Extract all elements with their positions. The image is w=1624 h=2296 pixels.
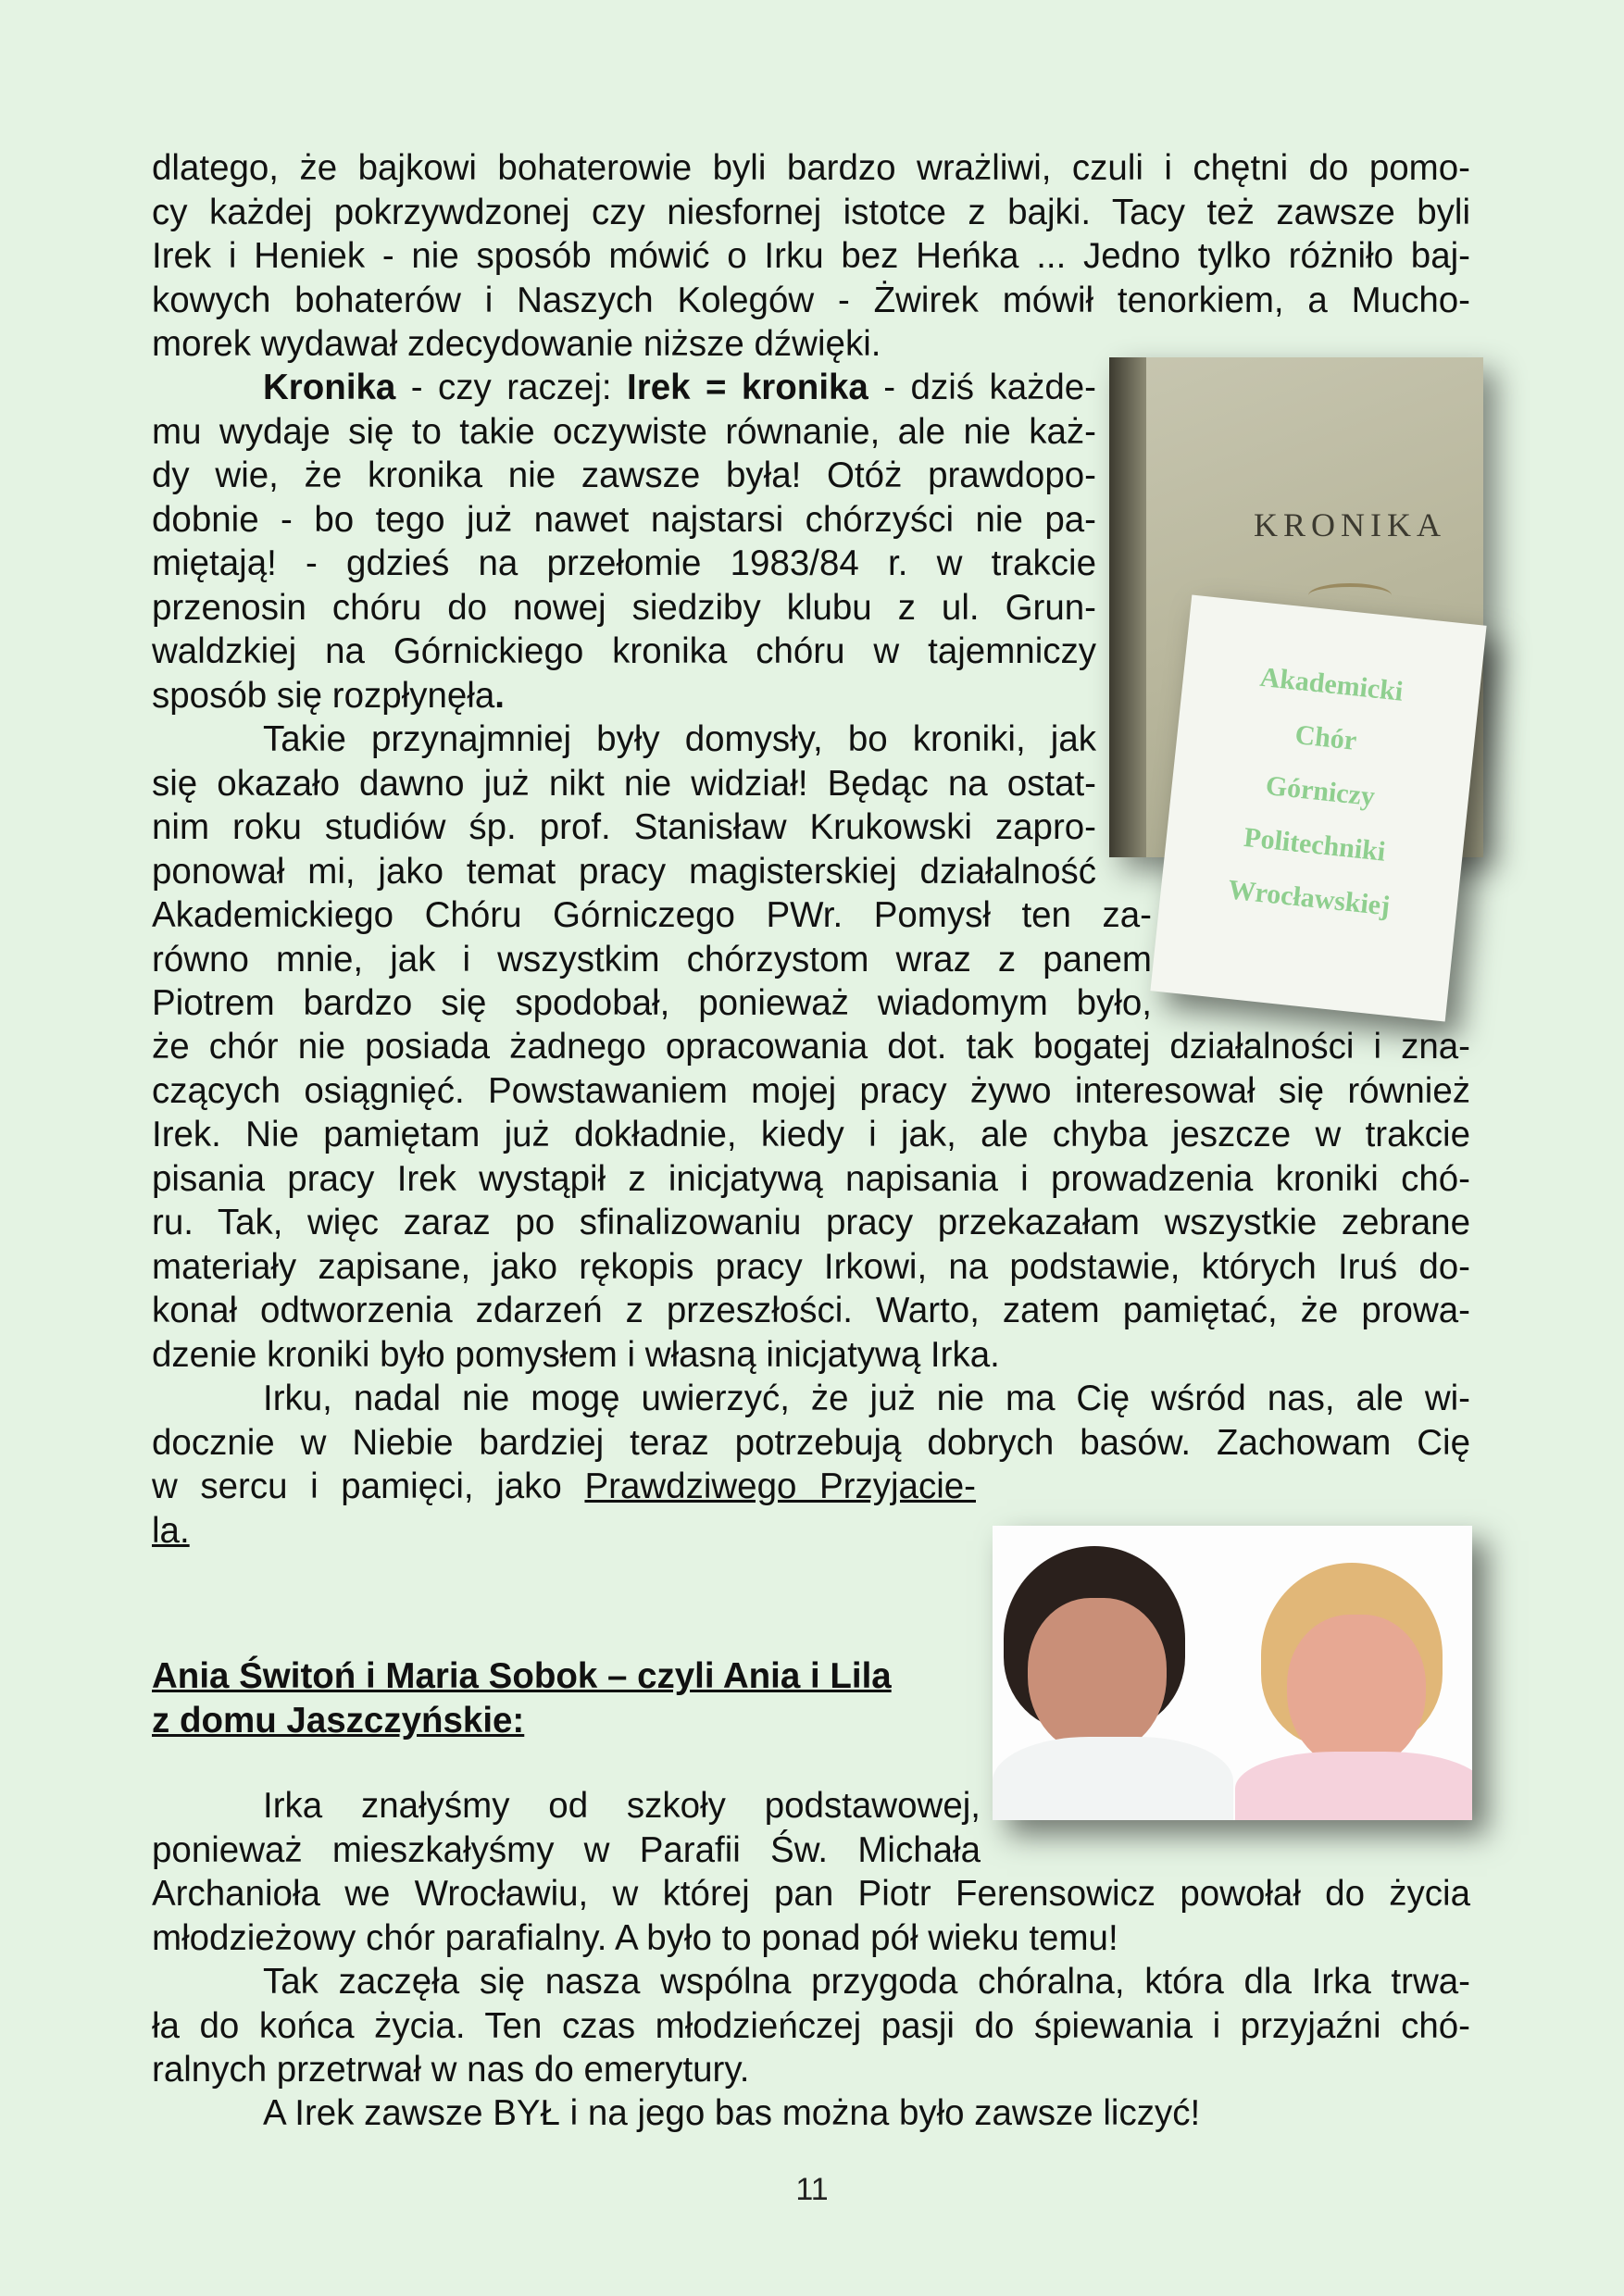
heading-line: z domu Jaszczyńskie: [152, 1700, 525, 1741]
text-line: młodzieżowy chór parafialny. A było to ponad pół wieku temu! [152, 1917, 1118, 1958]
card-line: Politechniki [1242, 821, 1387, 867]
text-line: się okazało dawno już nikt nie widział! Będąc na ostat- [152, 763, 1096, 804]
card-line: Wrocławskiej [1226, 874, 1392, 922]
paragraph-intro [152, 146, 1470, 367]
text-fragment: . [494, 675, 505, 716]
section-heading [152, 1654, 985, 1742]
text-line: nim roku studiów śp. prof. Stanisław Krukowski zapro- [152, 807, 1096, 847]
text-fragment: w sercu i pamięci, jako [152, 1466, 585, 1506]
text-line: dobnie - bo tego już nawet najstarsi chórzyści nie pa- [152, 499, 1096, 540]
text-line: miętają! - gdzieś na przełomie 1983/84 r. w trakcie [152, 543, 1096, 583]
text-line: ponieważ mieszkałyśmy w Parafii Św. Michała [152, 1829, 981, 1870]
text-line: czących osiągnięć. Powstawaniem mojej pracy żywo interesował się również [152, 1070, 1470, 1111]
person-right-body [1235, 1752, 1472, 1820]
person-left-face [1028, 1598, 1167, 1755]
text-line: że chór nie posiada żadnego opracowania dot. tak bogatej działalności i zna- [152, 1027, 1470, 1067]
text-line [152, 1465, 976, 1509]
paragraph-irku [152, 1377, 1470, 1465]
text-fragment: sposób się rozpłynęła [152, 675, 495, 716]
paragraph-takie-cont [152, 893, 1152, 1026]
text-line: Akademickiego Chóru Górniczego PWr. Pomysł ten za- [152, 895, 1152, 935]
text-line: kowych bohaterów i Naszych Kolegów - Żwirek mówił tenorkiem, a Mucho- [152, 280, 1470, 320]
text-line: Irek. Nie pamiętam już dokładnie, kiedy i jak, ale chyba jeszcze w trakcie [152, 1115, 1470, 1154]
underlined-phrase: Prawdziwego Przyjacie- [584, 1466, 976, 1506]
text-line: Tak zaczęła się nasza wspólna przygoda chóralna, która dla Irka trwa- [263, 1962, 1470, 2002]
paragraph-irku-cont [152, 1465, 976, 1553]
book-spine [1109, 357, 1146, 857]
underlined-phrase: la. [152, 1510, 190, 1551]
text-line: cy każdej pokrzywdzonej czy niesfornej istotce z bajki. Tacy też zawsze byli [152, 192, 1470, 232]
text-line: dlatego, że bajkowi bohaterowie byli bardzo wrażliwi, czuli i chętni do pomo- [152, 148, 1470, 188]
text-line [152, 366, 1096, 410]
text-line: ru. Tak, więc zaraz po sfinalizowaniu pracy przekazałam wszystkie zebrane [152, 1203, 1470, 1242]
person-left-body [993, 1737, 1233, 1820]
text-line [152, 1509, 976, 1554]
text-line: pisania pracy Irek wystąpił z inicjatywą napisania i prowadzenia kroniki chó- [152, 1158, 1470, 1199]
text-line: materiały zapisane, jako rękopis pracy Irkowi, na podstawie, których Iruś do- [152, 1246, 1470, 1287]
text-line: konał odtworzenia zdarzeń z przeszłości. Warto, zatem pamiętać, że prowa- [152, 1291, 1470, 1330]
text-line: Piotrem bardzo się spodobał, ponieważ wiadomym było, [152, 983, 1152, 1023]
paragraph-takie-full [152, 1025, 1470, 1377]
text-line: Irka znałyśmy od szkoły podstawowej, [263, 1786, 981, 1826]
text-fragment: - czy raczej: [395, 368, 628, 407]
paragraph-kronika [152, 366, 1096, 718]
text-line: przenosin chóru do nowej siedziby klubu z ul. Grun- [152, 587, 1096, 628]
text-line: Takie przynajmniej były domysły, bo kroniki, jak [263, 719, 1096, 759]
bold-term-kronika: Kronika [263, 368, 396, 407]
text-line: ponował mi, jako temat pracy magisterskiej działalność [152, 851, 1096, 892]
heading-line: Ania Świtoń i Maria Sobok – czyli Ania i Lila [152, 1656, 892, 1696]
text-line: równo mnie, jak i wszystkim chórzystom wraz z panem [152, 939, 1152, 980]
text-line: A Irek zawsze BYŁ i na jego bas można było zawsze liczyć! [263, 2093, 1201, 2133]
book-ornament [1308, 583, 1392, 607]
page-number: 11 [795, 2172, 829, 2207]
card-line: Akademicki [1258, 661, 1405, 707]
portrait-photo-two-women [993, 1526, 1472, 1820]
text-line [152, 674, 1096, 718]
text-line: mu wydaje się to takie oczywiste równanie, ale nie każ- [152, 411, 1096, 452]
text-line: docznie w Niebie bardziej teraz potrzebują dobrych basów. Zachowam Cię [152, 1422, 1470, 1463]
text-line: ralnych przetrwał w nas do emerytury. [152, 2050, 750, 2090]
bold-term-irek-kronika: Irek = kronika [627, 368, 868, 407]
paragraph-tak-zaczela [152, 1960, 1470, 2092]
person-right-face [1287, 1615, 1426, 1770]
card-line: Chór [1293, 719, 1358, 756]
paragraph-irka-znalysmy [152, 1784, 981, 1872]
text-line: dzenie kroniki było pomysłem i własną inicjatywą Irka. [152, 1334, 1000, 1375]
book-cover-title: KRONIKA [1254, 506, 1446, 543]
text-line: ła do końca życia. Ten czas młodzieńczej pasji do śpiewania i przyjaźni chó- [152, 2005, 1470, 2046]
card-text [1159, 643, 1482, 941]
paragraph-a-irek [152, 2091, 1470, 2136]
text-line: Irek i Heniek - nie sposób mówić o Irku bez Heńka ... Jedno tylko różniło baj- [152, 236, 1470, 276]
paragraph-irka-znalysmy-cont [152, 1872, 1470, 1960]
text-line: Irku, nadal nie mogę uwierzyć, że już nie ma Cię wśród nas, ale wi- [263, 1379, 1470, 1418]
text-line: waldzkiej na Górnickiego kronika chóru w tajemniczy [152, 631, 1096, 671]
paragraph-takie [152, 718, 1096, 893]
choir-name-card-photo [1150, 594, 1486, 1021]
text-line: morek wydawał zdecydowanie niższe dźwięki. [152, 324, 881, 364]
text-fragment: - dziś każde- [868, 368, 1096, 407]
text-line: dy wie, że kronika nie zawsze była! Otóż prawdopo- [152, 455, 1096, 495]
card-line: Górniczy [1264, 770, 1377, 813]
text-line: Archanioła we Wrocławiu, w której pan Piotr Ferensowicz powołał do życia [152, 1874, 1470, 1914]
